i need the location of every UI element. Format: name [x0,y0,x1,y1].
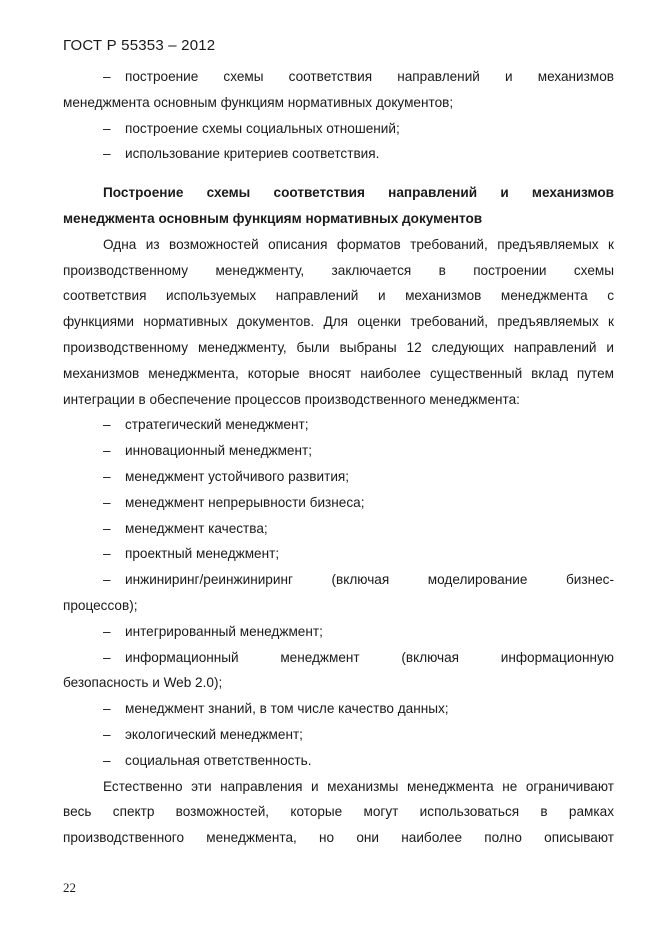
section-heading-continuation: менеджмента основным функциям нормативных документов [63,210,483,226]
list-item-text: интегрированный менеджмент; [125,623,323,639]
paragraph-line: соответствия используемых направлений и механизмов менеджмента с [63,288,614,304]
list-item-text: инновационный менеджмент; [125,443,313,459]
dash: – [103,752,111,768]
paragraph-line: Одна из возможностей описания форматов требований, предъявляемых к [103,236,614,252]
paragraph-line: производственного менеджмента, но они наиболее полно описывают [63,830,614,846]
list-item-text: проектный менеджмент; [125,546,280,562]
dash: – [103,520,111,536]
paragraph-line: механизмов менеджмента, которые вносят наиболее существенный вклад путем [63,365,614,381]
list-item-text: менеджмент знаний, в том числе качество данных; [125,701,449,717]
list-item [63,541,614,567]
list-item-continuation: процессов); [63,597,138,613]
dash: – [103,146,111,162]
list-item-text: менеджмент непрерывности бизнеса; [125,494,365,510]
list-item-text: социальная ответственность. [125,752,312,768]
dash: – [103,120,111,136]
list-item [63,438,614,464]
dash: – [103,468,111,484]
document-header: ГОСТ Р 55353 – 2012 [63,37,216,54]
page-number: 22 [63,880,76,895]
document-body [63,64,614,851]
list-item-text: экологический менеджмент; [125,726,303,742]
dash: – [103,546,111,562]
list-item [63,64,614,90]
paragraph-line: производственному менеджменту, заключается в построении схемы [63,262,614,278]
dash: – [103,494,111,510]
paragraph-line: производственному менеджменту, были выбраны 12 следующих направлений и [63,339,614,355]
list-item-text: менеджмент устойчивого развития; [125,468,350,484]
list-item-text: менеджмент качества; [125,520,268,536]
list-item [63,619,614,645]
list-item [63,748,614,774]
dash: – [103,417,111,433]
paragraph-line: весь спектр возможностей, которые могут использоваться в рамках [63,804,614,820]
list-item [63,722,614,748]
dash: – [103,623,111,639]
dash: – [103,69,111,84]
list-item [63,116,614,142]
list-item-text: использование критериев соответствия. [125,146,380,162]
list-item [63,141,614,167]
list-item-text: информационный менеджмент (включая информационную [125,649,614,665]
list-item [63,412,614,438]
list-item [63,516,614,542]
list-item-continuation: безопасность и Web 2.0); [63,675,223,691]
list-item-continuation: менеджмента основным функциям нормативных документов; [63,94,454,110]
list-item [63,464,614,490]
list-item [63,567,614,593]
section-heading: Построение схемы соответствия направлений и механизмов [103,185,614,201]
list-item-text: построение схемы социальных отношений; [125,120,400,136]
dash: – [103,572,111,588]
dash: – [103,443,111,459]
list-item-text: построение схемы соответствия направлений и механизмов [125,69,614,84]
list-item [63,696,614,722]
paragraph-line: Естественно эти направления и механизмы менеджмента не ограничивают [103,778,614,794]
list-item [63,645,614,671]
paragraph-line: функциями нормативных документов. Для оценки требований, предъявляемых к [63,314,614,330]
list-item-text: стратегический менеджмент; [125,417,309,433]
dash: – [103,726,111,742]
dash: – [103,701,111,717]
list-item [63,490,614,516]
dash: – [103,649,111,665]
paragraph-line: интеграции в обеспечение процессов производственного менеджмента: [63,391,520,407]
list-item-text: инжиниринг/реинжиниринг (включая моделирование бизнес- [125,572,614,588]
